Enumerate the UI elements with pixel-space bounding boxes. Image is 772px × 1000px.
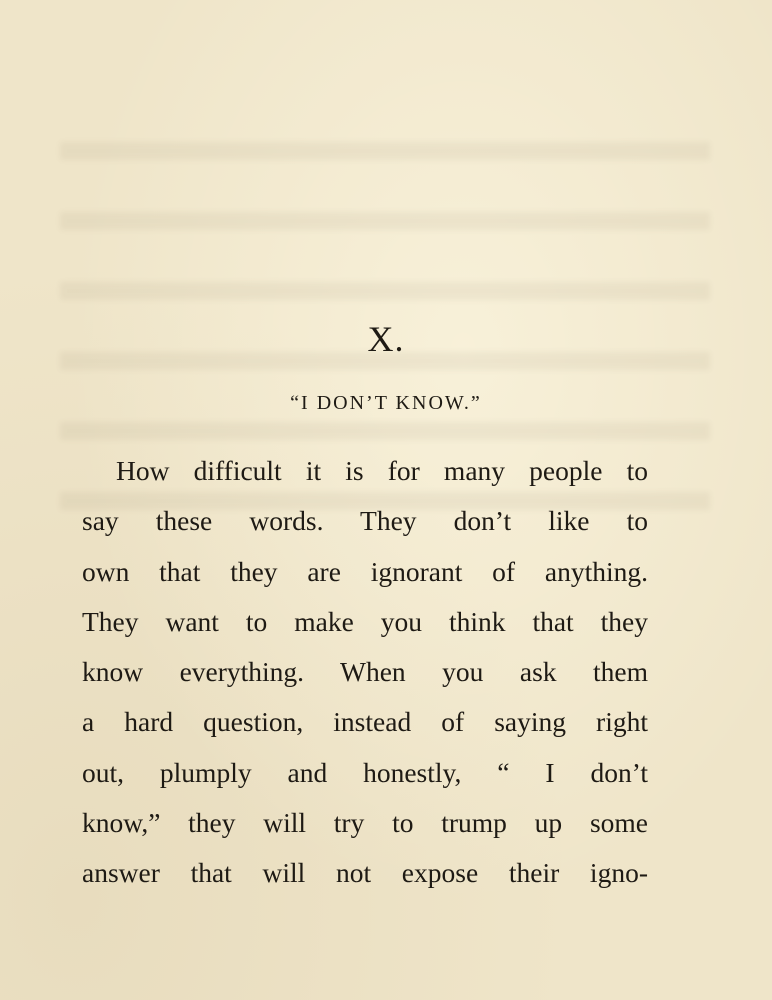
text-line: out, plumply and honestly, “ I don’t bbox=[82, 756, 648, 788]
text-line: How difficult it is for many people to bbox=[116, 455, 648, 486]
text-line: They want to make you think that they bbox=[82, 605, 648, 637]
chapter-number: X. bbox=[367, 319, 405, 359]
text-line: own that they are ignorant of anything. bbox=[82, 555, 648, 587]
text-line: answer that will not expose their igno- bbox=[82, 857, 648, 889]
text-line: say these words. They don’t like to bbox=[82, 505, 648, 537]
text-line: a hard question, instead of saying right bbox=[82, 706, 648, 738]
text-line: know everything. When you ask them bbox=[82, 656, 648, 688]
text-line: know,” they will try to trump up some bbox=[82, 807, 648, 839]
body-paragraph bbox=[82, 446, 648, 899]
chapter-title: “I DON’T KNOW.” bbox=[290, 392, 482, 414]
